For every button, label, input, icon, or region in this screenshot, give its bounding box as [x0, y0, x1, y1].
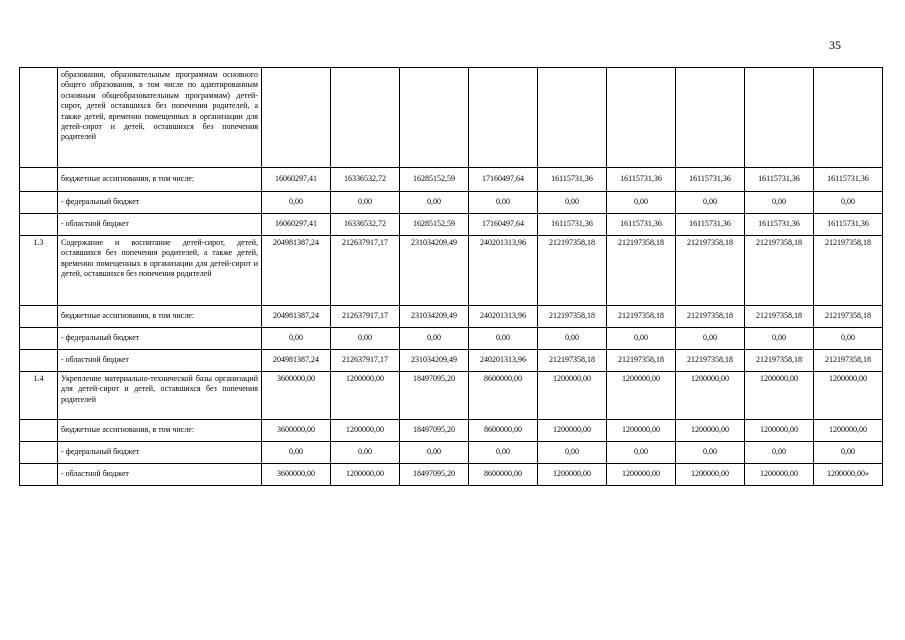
row-number: [20, 68, 58, 168]
amount-cell: [814, 68, 883, 168]
amount-cell: 0,00: [745, 442, 814, 464]
row-number: [20, 192, 58, 214]
amount-cell: 0,00: [745, 328, 814, 350]
row-number: 1.4: [20, 372, 58, 420]
amount-cell: 0,00: [262, 192, 331, 214]
amount-cell: 1200000,00: [538, 372, 607, 420]
amount-cell: 1200000,00: [607, 464, 676, 486]
row-description: - областной бюджет: [58, 214, 262, 236]
row-description: бюджетные ассигнования, в том числе:: [58, 306, 262, 328]
amount-cell: 212197358,18: [745, 306, 814, 328]
amount-cell: 16115731,36: [538, 214, 607, 236]
amount-cell: 18497095,20: [400, 372, 469, 420]
amount-cell: [538, 68, 607, 168]
amount-cell: 212197358,18: [538, 236, 607, 306]
amount-cell: 0,00: [469, 192, 538, 214]
row-description: - федеральный бюджет: [58, 328, 262, 350]
row-description: - областной бюджет: [58, 350, 262, 372]
amount-cell: 16336532,72: [331, 214, 400, 236]
row-number: [20, 306, 58, 328]
row-description: бюджетные ассигнования, в том числе:: [58, 168, 262, 192]
amount-cell: 0,00: [676, 328, 745, 350]
amount-cell: 3600000,00: [262, 464, 331, 486]
row-description: образования, образовательным программам основного общего образования, в том числе по адаптированным основным общеобразовательным программам) детей-сирот, детей оставшихся без попечения родителей, а также детей, временно помещенных в организации для детей-сирот и детей, оставшихся без попечения родителей: [58, 68, 262, 168]
amount-cell: 16336532,72: [331, 168, 400, 192]
amount-cell: 212197358,18: [538, 350, 607, 372]
amount-cell: 212197358,18: [676, 350, 745, 372]
amount-cell: 16115731,36: [676, 214, 745, 236]
amount-cell: 16115731,36: [607, 214, 676, 236]
row-number: [20, 214, 58, 236]
amount-cell: 16115731,36: [538, 168, 607, 192]
row-description: Содержание и воспитание детей-сирот, детей, оставшихся без попечения родителей, а также детей, временно помещенных в организации для детей-сирот и детей, оставшихся без попечения родителей: [58, 236, 262, 306]
budget-table: [19, 67, 883, 486]
row-number: [20, 328, 58, 350]
amount-cell: 0,00: [469, 328, 538, 350]
amount-cell: 240201313,96: [469, 306, 538, 328]
amount-cell: 231034209,49: [400, 236, 469, 306]
amount-cell: 0,00: [400, 328, 469, 350]
row-number: [20, 350, 58, 372]
amount-cell: 212197358,18: [814, 236, 883, 306]
amount-cell: 0,00: [607, 192, 676, 214]
table-row: [20, 192, 883, 214]
amount-cell: 212197358,18: [814, 350, 883, 372]
amount-cell: 212197358,18: [607, 306, 676, 328]
amount-cell: 0,00: [469, 442, 538, 464]
amount-cell: 0,00: [538, 442, 607, 464]
amount-cell: 16115731,36: [745, 214, 814, 236]
amount-cell: 3600000,00: [262, 420, 331, 442]
amount-cell: 212197358,18: [676, 236, 745, 306]
row-number: [20, 442, 58, 464]
table-row: [20, 372, 883, 420]
amount-cell: 212197358,18: [814, 306, 883, 328]
table-row: [20, 236, 883, 306]
amount-cell: 0,00: [400, 442, 469, 464]
row-description: - федеральный бюджет: [58, 442, 262, 464]
amount-cell: 0,00: [331, 328, 400, 350]
amount-cell: 1200000,00: [607, 372, 676, 420]
table-row: [20, 350, 883, 372]
amount-cell: 1200000,00: [814, 420, 883, 442]
amount-cell: 0,00: [262, 328, 331, 350]
table-row: [20, 68, 883, 168]
amount-cell: 1200000,00: [676, 420, 745, 442]
amount-cell: [262, 68, 331, 168]
amount-cell: 16115731,36: [814, 214, 883, 236]
amount-cell: 240201313,96: [469, 236, 538, 306]
amount-cell: 16115731,36: [607, 168, 676, 192]
table-row: [20, 328, 883, 350]
amount-cell: 212637917,17: [331, 236, 400, 306]
amount-cell: 1200000,00: [607, 420, 676, 442]
table-row: [20, 464, 883, 486]
amount-cell: 0,00: [331, 442, 400, 464]
amount-cell: 240201313,96: [469, 350, 538, 372]
amount-cell: 8600000,00: [469, 420, 538, 442]
amount-cell: 0,00: [676, 442, 745, 464]
amount-cell: 204981387,24: [262, 350, 331, 372]
row-number: [20, 420, 58, 442]
amount-cell: 0,00: [676, 192, 745, 214]
amount-cell: 0,00: [538, 192, 607, 214]
row-description: - федеральный бюджет: [58, 192, 262, 214]
amount-cell: 18497095,20: [400, 420, 469, 442]
amount-cell: 212197358,18: [538, 306, 607, 328]
amount-cell: [745, 68, 814, 168]
amount-cell: 16115731,36: [676, 168, 745, 192]
amount-cell: 0,00: [400, 192, 469, 214]
amount-cell: 16115731,36: [745, 168, 814, 192]
row-number: 1.3: [20, 236, 58, 306]
amount-cell: 212637917,17: [331, 350, 400, 372]
amount-cell: 1200000,00: [814, 372, 883, 420]
amount-cell: 17160497,64: [469, 168, 538, 192]
amount-cell: 212197358,18: [607, 350, 676, 372]
row-description: Укрепление материально-технической базы организаций для детей-сирот и детей, оставшихся без попечения родителей: [58, 372, 262, 420]
amount-cell: 1200000,00: [331, 372, 400, 420]
amount-cell: 1200000,00: [745, 420, 814, 442]
amount-cell: 16060297,41: [262, 214, 331, 236]
amount-cell: 16115731,36: [814, 168, 883, 192]
amount-cell: 212637917,17: [331, 306, 400, 328]
table-row: [20, 420, 883, 442]
amount-cell: 1200000,00: [745, 372, 814, 420]
amount-cell: 18497095,20: [400, 464, 469, 486]
page-number: 35: [829, 38, 841, 52]
amount-cell: 1200000,00: [331, 464, 400, 486]
amount-cell: 16060297,41: [262, 168, 331, 192]
table-row: [20, 442, 883, 464]
table-row: [20, 214, 883, 236]
amount-cell: 212197358,18: [745, 350, 814, 372]
amount-cell: 0,00: [814, 442, 883, 464]
amount-cell: [400, 68, 469, 168]
amount-cell: 212197358,18: [676, 306, 745, 328]
amount-cell: 3600000,00: [262, 372, 331, 420]
row-description: бюджетные ассигнования, в том числе:: [58, 420, 262, 442]
amount-cell: 1200000,00: [676, 372, 745, 420]
amount-cell: [676, 68, 745, 168]
amount-cell: 212197358,18: [607, 236, 676, 306]
amount-cell: 16285152,59: [400, 168, 469, 192]
amount-cell: 1200000,00»: [814, 464, 883, 486]
amount-cell: 1200000,00: [745, 464, 814, 486]
amount-cell: 0,00: [331, 192, 400, 214]
amount-cell: 204981387,24: [262, 236, 331, 306]
table-row: [20, 168, 883, 192]
amount-cell: 0,00: [607, 442, 676, 464]
amount-cell: 17160497,64: [469, 214, 538, 236]
amount-cell: 1200000,00: [331, 420, 400, 442]
amount-cell: 8600000,00: [469, 464, 538, 486]
amount-cell: [331, 68, 400, 168]
row-number: [20, 464, 58, 486]
amount-cell: 212197358,18: [745, 236, 814, 306]
table-row: [20, 306, 883, 328]
amount-cell: 0,00: [607, 328, 676, 350]
amount-cell: 0,00: [745, 192, 814, 214]
amount-cell: 0,00: [814, 328, 883, 350]
amount-cell: 0,00: [538, 328, 607, 350]
row-description: - областной бюджет: [58, 464, 262, 486]
amount-cell: 1200000,00: [538, 420, 607, 442]
amount-cell: 1200000,00: [676, 464, 745, 486]
amount-cell: 231034209,49: [400, 306, 469, 328]
amount-cell: 204981387,24: [262, 306, 331, 328]
amount-cell: 0,00: [262, 442, 331, 464]
amount-cell: 0,00: [814, 192, 883, 214]
amount-cell: 231034209,49: [400, 350, 469, 372]
row-number: [20, 168, 58, 192]
amount-cell: 8600000,00: [469, 372, 538, 420]
amount-cell: 1200000,00: [538, 464, 607, 486]
amount-cell: [469, 68, 538, 168]
amount-cell: 16285152,59: [400, 214, 469, 236]
amount-cell: [607, 68, 676, 168]
